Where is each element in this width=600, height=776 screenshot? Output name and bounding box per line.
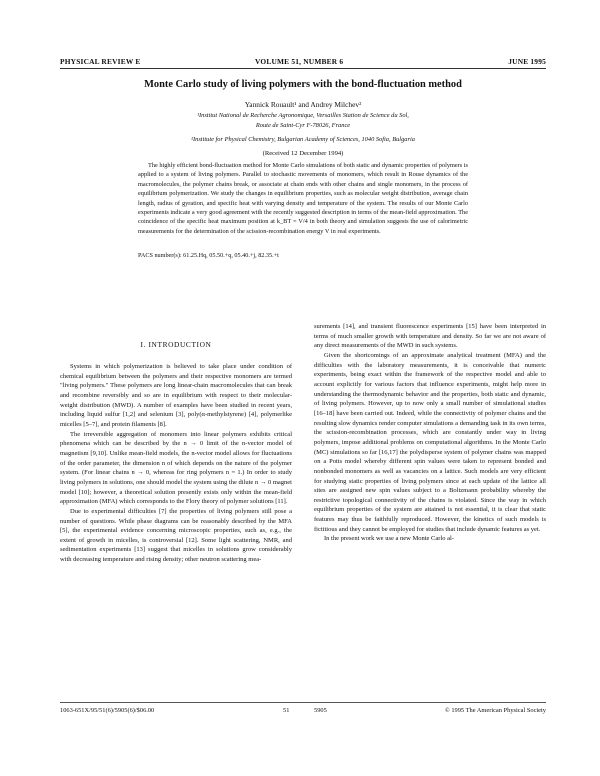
volume-number: VOLUME 51, NUMBER 6 bbox=[255, 57, 344, 66]
issue-date: JUNE 1995 bbox=[508, 57, 546, 66]
journal-name: PHYSICAL REVIEW E bbox=[60, 57, 141, 66]
paragraph: Given the shortcomings of an approximate analytical treatment (MFA) and the difficulties with the laboratory measurements, it is conceivable that numeric experiments, being exact within the framework of the respective model and able to account explicitly for various factors that influence experiments, might help more in understanding the thermodynamic behavior and the properties, both static and dynamic, of living polymers. However, up to now only a small number of simulational studies [16–18] have been carried out. Indeed, while the connectivity of polymer chains and the resulting slow dynamics render computer simulations a demanding task in its own terms, the scission-recombination processes, which are constantly under way in living polymers, impose additional problems on computational algorithms. In the Monte Carlo (MC) simulations so far [16,17] the polydisperse system of polymer chains was mapped on a Potts model whereby different spin values were taken to represent bonded and nonbonded monomers as well as vacancies on a lattice. Such models are very efficient for studying static properties of living polymers since at each update of the lattice all sites are assigned new spin values subject to a Boltzmann probability whereby the restrictive topological connectivity of the chains is violated. Since the way in which equilibrium properties of the system are attained is not essential, it is clear that static features may thus be faithfully reproduced. However, the kinetics of such models is fictitious and they cannot be employed for studies that include dynamic features as yet. bbox=[314, 351, 546, 533]
paragraph: surements [14], and transient fluorescence experiments [15] have been interpreted in terms of much smaller growth with temperature and density. So far we are not aware of any direct measurements of the MWD in such systems. bbox=[314, 323, 546, 350]
received-date: (Received 12 December 1994) bbox=[262, 150, 344, 157]
author-list: Yannick Rouault¹ and Andrey Milchev² bbox=[244, 100, 362, 109]
paragraph: In the present work we use a new Monte Carlo al- bbox=[324, 535, 454, 543]
affiliation-1-line-1: ¹Institut National de Recherche Agronomique, Versailles Station de Science du Sol, bbox=[197, 112, 409, 119]
footer-copyright: © 1995 The American Physical Society bbox=[444, 707, 546, 714]
footer-rule bbox=[60, 702, 546, 703]
section-heading: I. INTRODUCTION bbox=[140, 340, 212, 349]
pacs-numbers: PACS number(s): 61.25.Hq, 05.50.+q, 05.40.+j, 82.35.+t bbox=[138, 252, 279, 259]
abstract: The highly efficient bond-fluctuation method for Monte Carlo simulations of both static and dynamic properties of polymers is applied to a system of living polymers. Parallel to stochastic movements of monomers, which result in Rouse dynamics of the macromolecules, the polymer chains break, or associate at chain ends with other chains and single monomers, in the process of equilibrium polymerization. We study the changes in equilibrium properties, such as molecular weight distribution, average chain length, radius of gyration, and specific heat with varying density and temperature of the system. The results of our Monte Carlo experiments indicate a very good agreement with the recently suggested description in terms of the mean-field approximation. The coincidence of the specific heat maximum position at k_BT = V/4 in both theory and simulation suggests the use of calorimetric measurements for the determination of the scission-recombination energy V in real experiments. bbox=[138, 162, 468, 235]
paper-title: Monte Carlo study of living polymers with the bond-fluctuation method bbox=[144, 79, 462, 90]
paragraph: Due to experimental difficulties [7] the properties of living polymers still pose a number of questions. While phase diagrams can be reasonably described by the MFA [5], the experimental evidence concerning microscopic properties, such as, e.g., the extent of growth in micelles, is controversial [12]. Some light scattering, NMR, and sedimentation experiments [13] suggest that micelles in solutions grow considerably with decreasing temperature and rising density; other neutron scattering mea- bbox=[60, 507, 292, 564]
footer-page-number: 5905 bbox=[314, 707, 327, 714]
affiliation-1-line-2: Route de Saint-Cyr F-78026, France bbox=[255, 122, 351, 129]
paragraph: The irreversible aggregation of monomers into linear polymers exhibits critical phenomena which can be described by the n → 0 limit of the n-vector model of magnetism [9,10]. Unlike mean-field models, the n-vector model allows for fluctuations of the order parameter, the dimension n of which depends on the nature of the polymer system. (For linear chains n → 0, whereas for ring polymers n = 1.) In order to study living polymers in solutions, one should model the system using the dilute n → 0 magnet model [10]; however, a theoretical solution presently exists only within the mean-field approximation (MFA) which corresponds to the Flory theory of polymer solutions [11]. bbox=[60, 430, 292, 506]
footer-issn: 1063-651X/95/51(6)/5905(6)/$06.00 bbox=[60, 707, 155, 714]
header-rule bbox=[60, 68, 546, 69]
footer-volume: 51 bbox=[283, 707, 290, 714]
right-column bbox=[314, 322, 546, 700]
left-column bbox=[60, 362, 292, 700]
paragraph: Systems in which polymerization is believed to take place under condition of chemical equilibrium between the polymers and their respective monomers are termed "living polymers." These polymers are long linear-chain macromolecules that can break and recombine reversibly and so are in equilibrium with respect to their molecular-weight distribution (MWD). A number of examples have been studied in recent years, including liquid sulfur [1,2] and selenium [3], poly(α-methylstyrene) [4], polymerlike micelles [5–7], and protein filaments [8]. bbox=[60, 363, 292, 428]
affiliation-2: ²Institute for Physical Chemistry, Bulgarian Academy of Sciences, 1040 Sofia, Bulgaria bbox=[191, 136, 415, 143]
